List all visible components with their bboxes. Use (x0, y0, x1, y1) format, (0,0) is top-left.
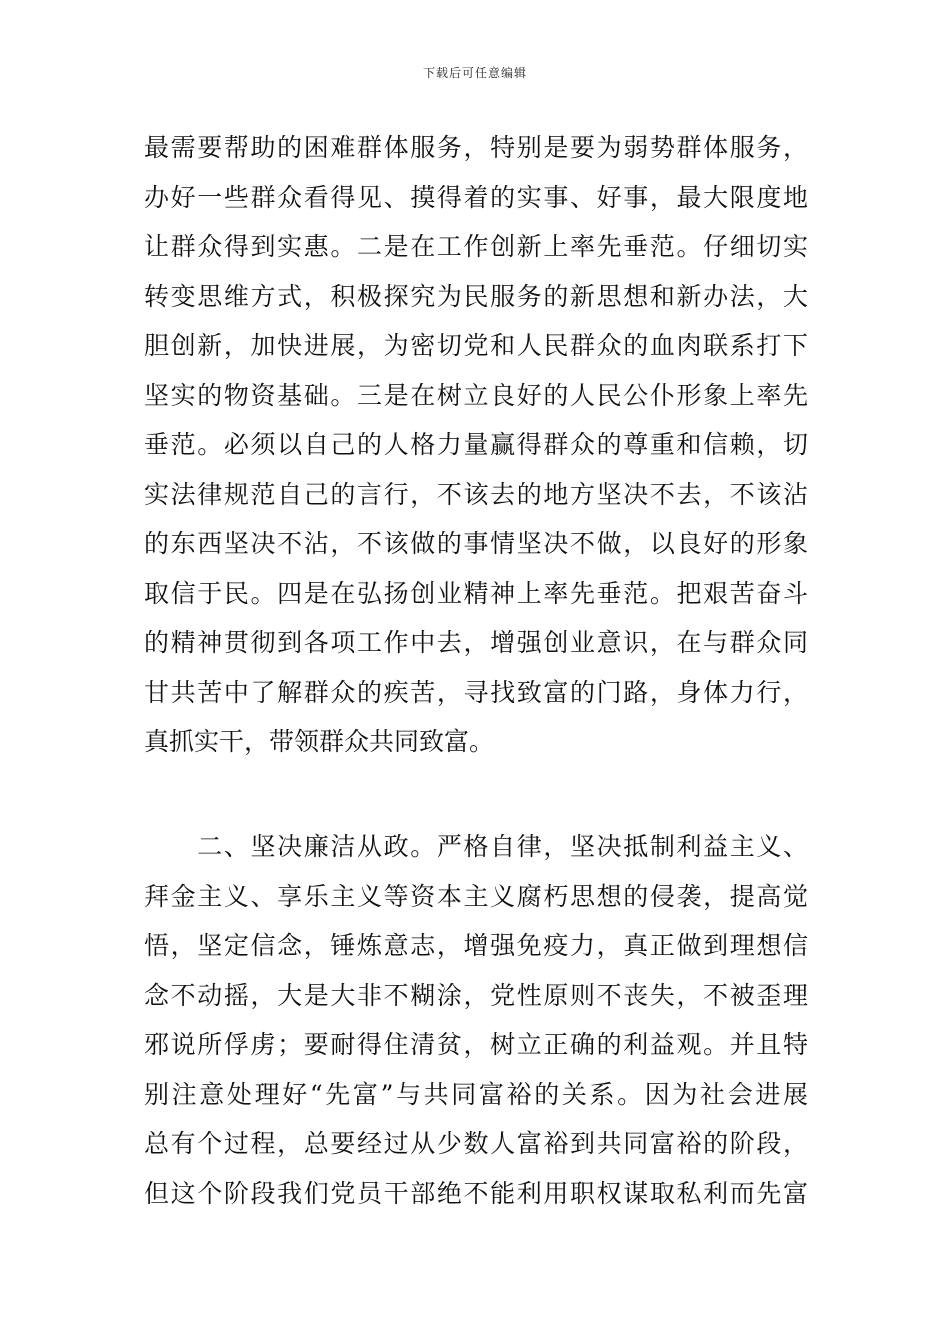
text-line: 二、坚决廉洁从政。严格自律，坚决抵制利益主义、 (144, 832, 808, 861)
text-line: 胆创新，加快进展，为密切党和人民群众的血肉联系打下 (144, 331, 808, 360)
text-line: 坚实的物资基础。三是在树立良好的人民公仆形象上率先 (144, 380, 808, 410)
text-line: 邪说所俘虏；要耐得住清贫，树立正确的利益观。并且特 (144, 1030, 808, 1059)
text-line: 取信于民。四是在弘扬创业精神上率先垂范。把艰苦奋斗 (144, 578, 808, 608)
text-line: 别注意处理好“先富”与共同富裕的关系。因为社会进展 (144, 1079, 808, 1109)
text-line: 的精神贯彻到各项工作中去，增强创业意识，在与群众同 (144, 628, 808, 657)
text-line: 真抓实干，带领群众共同致富。 (144, 727, 495, 756)
paragraph-1 (144, 123, 808, 767)
text-line: 总有个过程，总要经过从少数人富裕到共同富裕的阶段， (144, 1129, 808, 1158)
text-line: 悟，坚定信念，锤炼意志，增强免疫力，真正做到理想信 (144, 931, 808, 960)
text-line: 的东西坚决不沾，不该做的事情坚决不做，以良好的形象 (144, 529, 808, 558)
text-line: 转变思维方式，积极探究为民服务的新思想和新办法，大 (144, 281, 808, 311)
text-line: 拜金主义、享乐主义等资本主义腐朽思想的侵袭，提高觉 (144, 881, 808, 911)
text-line: 垂范。必须以自己的人格力量赢得群众的尊重和信赖，切 (144, 430, 808, 459)
text-line: 念不动摇，大是大非不糊涂，党性原则不丧失，不被歪理 (144, 980, 808, 1010)
text-line: 让群众得到实惠。二是在工作创新上率先垂范。仔细切实 (144, 232, 808, 261)
text-line: 最需要帮助的困难群体服务，特别是要为弱势群体服务， (144, 133, 808, 162)
text-line: 甘共苦中了解群众的疾苦，寻找致富的门路，身体力行， (144, 677, 808, 707)
paragraph-2 (144, 822, 808, 1218)
text-line: 办好一些群众看得见、摸得着的实事、好事，最大限度地 (144, 182, 808, 212)
text-line: 实法律规范自己的言行，不该去的地方坚决不去，不该沾 (144, 479, 808, 509)
download-note: 下载后可任意编辑 (422, 66, 527, 80)
text-line: 但这个阶段我们党员干部绝不能利用职权谋取私利而先富 (144, 1178, 808, 1208)
